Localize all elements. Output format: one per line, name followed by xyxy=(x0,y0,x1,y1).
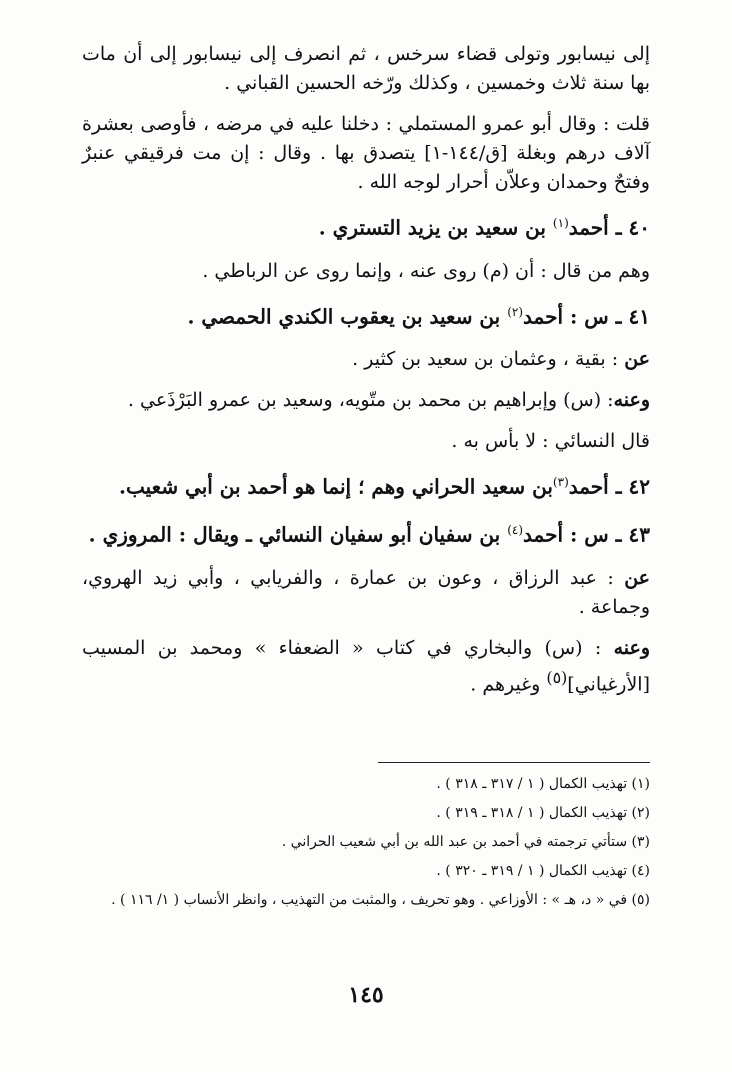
footnote-3: (٣) ستأتي ترجمته في أحمد بن عبد الله بن أبي شعيب الحراني . xyxy=(281,834,650,850)
entry-40-number-name: ٤٠ ـ أحمد xyxy=(568,215,650,240)
entry-42-number-name: ٤٢ ـ أحمد xyxy=(568,474,650,499)
teachers-list: : عبد الرزاق ، وعون بن عمارة ، والفريابي ، وأبي زيد الهروي، وجماعة . xyxy=(82,566,650,618)
footnote-ref-4: (٤) xyxy=(507,522,524,537)
footnote-ref-5: (٥) xyxy=(546,667,568,687)
page-number: ١٤٥ xyxy=(348,982,384,1008)
footnote-ref-3: (٣) xyxy=(552,475,569,490)
footnote-5: (٥) في « د، هـ » : الأوزاعي . وهو تحريف ، والمثبت من التهذيب ، وانظر الأنساب ( ١/ ١١٦ ) . xyxy=(111,892,650,908)
entry-41-teachers xyxy=(82,345,650,374)
students-label: وعنه xyxy=(613,636,650,659)
entry-43-teachers xyxy=(82,564,650,622)
paragraph-2 xyxy=(82,110,650,197)
teachers-label: عن xyxy=(624,566,650,589)
entry-43-heading xyxy=(82,516,650,550)
entry-43-number-name: ٤٣ ـ س : أحمد xyxy=(523,522,650,547)
entry-40-lineage: بن سعيد بن يزيد التستري . xyxy=(318,215,553,240)
entry-42-lineage: بن سعيد الحراني وهم ؛ إنما هو أحمد بن أبي شعيب. xyxy=(119,474,553,499)
entry-42-heading xyxy=(82,468,650,502)
entry-43-lineage: بن سفيان أبو سفيان النسائي ـ ويقال : المروزي . xyxy=(88,522,508,547)
paragraph-2-text: قلت : وقال أبو عمرو المستملي : دخلنا عليه في مرضه ، فأوصى بعشرة آلاف درهم وبغلة [ق/١٤٤-١] يتصدق بها . وقال : إن مت فرقيقي عنبرٌ وفتحٌ وحمدان وعلاّن أحرار لوجه الله . xyxy=(82,113,650,193)
students-list: : (س) وإبراهيم بن محمد بن متّويه، وسعيد بن عمرو البَرْذَعي . xyxy=(127,389,614,412)
entry-40-text: وهم من قال : أن (م) روى عنه ، وإنما روى عن الرباطي . xyxy=(202,259,650,282)
entry-41-lineage: بن سعيد بن يعقوب الكندي الحمصي . xyxy=(187,304,508,329)
footnote-4: (٤) تهذيب الكمال ( ١ / ٣١٩ ـ ٣٢٠ ) . xyxy=(436,863,650,879)
students-list: : (س) والبخاري في كتاب « الضعفاء » ومحمد بن المسيب [الأرغياني] xyxy=(82,636,650,695)
footnote-ref-2: (٢) xyxy=(507,304,524,319)
footnote-2: (٢) تهذيب الكمال ( ١ / ٣١٨ ـ ٣١٩ ) . xyxy=(436,805,650,821)
entry-41-number-name: ٤١ ـ س : أحمد xyxy=(523,304,650,329)
entry-40-heading xyxy=(82,209,650,243)
footnote-ref-1: (١) xyxy=(552,216,569,230)
students-label: وعنه xyxy=(613,389,650,412)
students-list-end: وغيرهم . xyxy=(470,672,547,695)
footnote-divider xyxy=(378,762,650,763)
teachers-label: عن xyxy=(624,348,650,371)
footnote-1: (١) تهذيب الكمال ( ١ / ٣١٧ ـ ٣١٨ ) . xyxy=(436,776,650,792)
main-text xyxy=(82,40,650,711)
teachers-list: : بقية ، وعثمان بن سعيد بن كثير . xyxy=(352,348,625,371)
footnotes xyxy=(82,770,650,915)
entry-43-students xyxy=(82,634,650,699)
entry-41-grading: قال النسائي : لا بأس به . xyxy=(451,430,650,453)
paragraph-1-text: إلى نيسابور وتولى قضاء سرخس ، ثم انصرف إلى نيسابور إلى أن مات بها سنة ثلاث وخمسين ، وكذلك ورّخه الحسين القباني . xyxy=(82,43,650,94)
entry-41-students xyxy=(82,386,650,415)
entry-41-heading xyxy=(82,298,650,332)
paragraph-1 xyxy=(82,40,650,98)
